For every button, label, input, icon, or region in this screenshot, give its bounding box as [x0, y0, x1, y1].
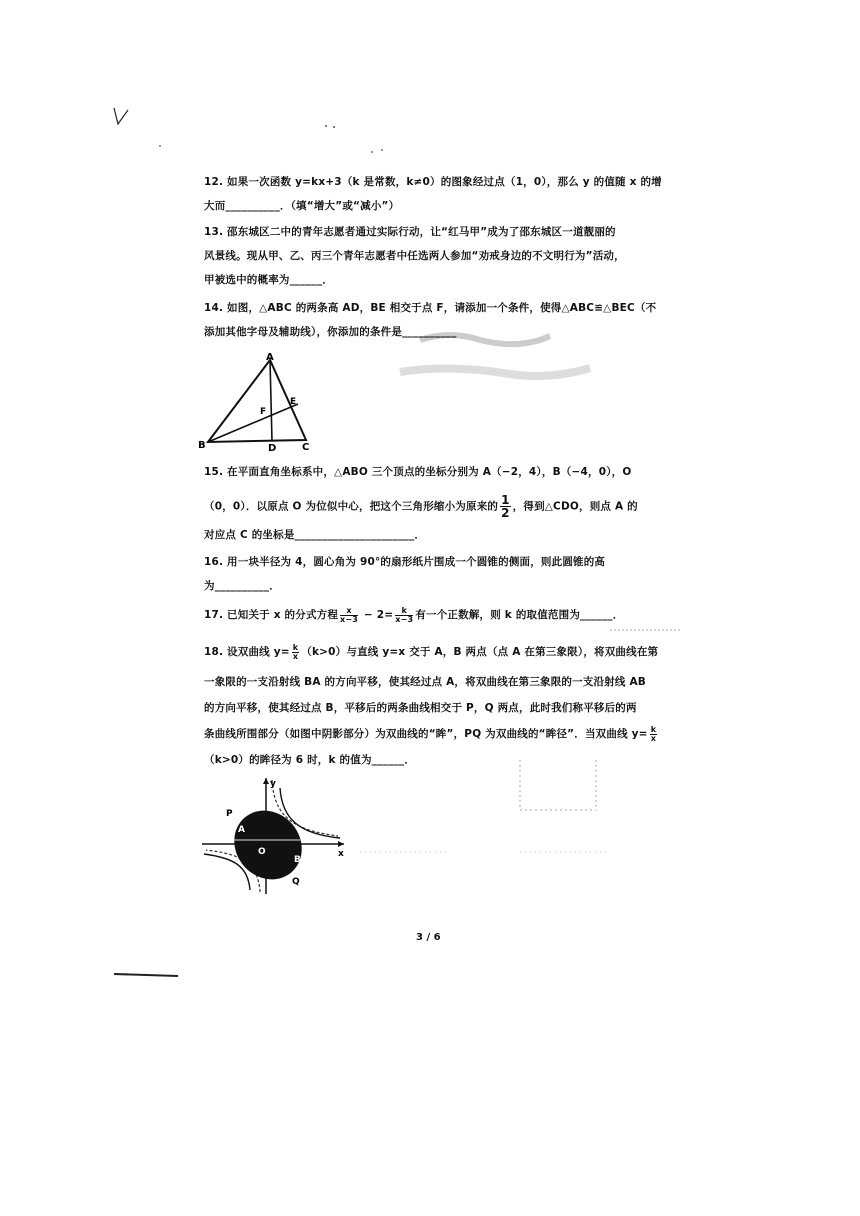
fraction-one-half	[500, 494, 511, 519]
q17-line1	[204, 603, 660, 627]
q12-line2: 大而__________．（填“增大”或“减小”）	[204, 200, 400, 212]
q15-frac-den: 2	[501, 506, 510, 520]
q15-line1: 15. 在平面直角坐标系中，△ABO 三个顶点的坐标分别为 A（−2，4），B（−4，0），O	[204, 466, 632, 478]
q17-f1-num: x	[340, 607, 358, 616]
q15-frac-num: 1	[501, 493, 510, 507]
q14-line2: 添加其他字母及辅助线），你添加的条件是__________	[204, 326, 457, 338]
hyperbola-eye-figure	[198, 774, 350, 898]
figure-label-a: A	[266, 352, 274, 363]
q18-line1	[204, 640, 660, 664]
q16-line1: 16. 用一块半径为 4，圆心角为 90°的扇形纸片围成一个圆锥的侧面，则此圆锥的高	[204, 556, 606, 568]
q17-fraction-1	[340, 607, 358, 624]
hyperbola-label-a: A	[238, 825, 245, 835]
q15-line2	[204, 494, 660, 519]
hyperbola-label-o: O	[258, 847, 266, 857]
question-13	[204, 220, 660, 292]
hyperbola-label-y: y	[270, 779, 276, 789]
q17-f2-den: x−3	[395, 614, 414, 624]
triangle-figure	[198, 352, 318, 452]
q12-line1: 12. 如果一次函数 y=kx+3（k 是常数，k≠0）的图象经过点（1，0），那么 y 的值随 x 的增	[204, 176, 662, 188]
q17-f2-num: k	[395, 607, 413, 616]
figure-label-f: F	[260, 407, 267, 417]
hyperbola-label-x: x	[338, 849, 344, 859]
question-18	[204, 640, 660, 772]
figure-label-c: C	[302, 442, 310, 452]
q14-line2-text: 添加其他字母及辅助线），你添加的条件是	[204, 326, 403, 338]
hyperbola-label-b: B	[294, 855, 301, 865]
q18-f2-den: x	[650, 733, 657, 743]
q18-fraction-1	[292, 644, 300, 661]
page-number: 3 / 6	[416, 932, 441, 943]
hyperbola-label-q: Q	[292, 877, 300, 887]
q18-line1a: 18. 设双曲线 y=	[204, 646, 290, 658]
q18-line5: （k>0）的眸径为 6 时，k 的值为______．	[204, 754, 416, 766]
q13-line2: 风景线。现从甲、乙、丙三个青年志愿者中任选两人参加“劝戒身边的不文明行为”活动，	[204, 250, 625, 262]
q18-f-num: k	[292, 642, 299, 652]
q17-line1a: 17. 已知关于 x 的分式方程	[204, 609, 339, 621]
q18-fraction-2	[650, 726, 658, 743]
q16-line2: 为__________．	[204, 580, 280, 592]
q13-line3: 甲被选中的概率为______．	[204, 274, 333, 286]
q18-f-den: x	[292, 651, 299, 661]
question-12	[204, 170, 660, 218]
hyperbola-label-p: P	[226, 809, 233, 819]
q17-line1b: 有一个正数解，则 k 的取值范围为______．	[415, 609, 624, 621]
q15-line2a: （0，0）．以原点 O 为位似中心，把这个三角形缩小为原来的	[204, 500, 499, 513]
q18-line4a: 条曲线所围部分（如图中阴影部分）为双曲线的“眸”，PQ 为双曲线的“眸径”．当双曲线 y=	[204, 728, 648, 740]
figure-label-d: D	[268, 443, 277, 452]
q17-f1-den: x−3	[340, 614, 359, 624]
q18-line1b: （k>0）与直线 y=x 交于 A，B 两点（点 A 在第三象限），将双曲线在第	[301, 646, 659, 658]
question-15	[204, 460, 660, 547]
q15-line2b: ，得到△CDO，则点 A 的	[512, 500, 638, 513]
q17-mid: − 2=	[360, 609, 394, 621]
figure-label-e: E	[290, 397, 297, 407]
question-17	[204, 603, 660, 627]
q15-line3: 对应点 C 的坐标是______________________．	[204, 529, 426, 541]
q18-f2-num: k	[650, 724, 657, 734]
question-14	[204, 296, 660, 344]
q18-line3: 的方向平移，使其经过点 B，平移后的两条曲线相交于 P，Q 两点，此时我们称平移后的两	[204, 702, 637, 714]
question-16	[204, 550, 660, 598]
q18-line4	[204, 722, 660, 746]
figure-label-b: B	[198, 440, 206, 451]
q14-line1: 14. 如图，△ABC 的两条高 AD，BE 相交于点 F，请添加一个条件，使得△ABC≌△BEC（不	[204, 302, 657, 314]
q18-line2: 一象限的一支沿射线 BA 的方向平移，使其经过点 A，将双曲线在第三象限的一支沿射线 AB	[204, 676, 647, 688]
q17-fraction-2	[395, 607, 413, 624]
q13-line1: 13. 邵东城区二中的青年志愿者通过实际行动，让“红马甲”成为了邵东城区一道靓丽的	[204, 226, 616, 238]
